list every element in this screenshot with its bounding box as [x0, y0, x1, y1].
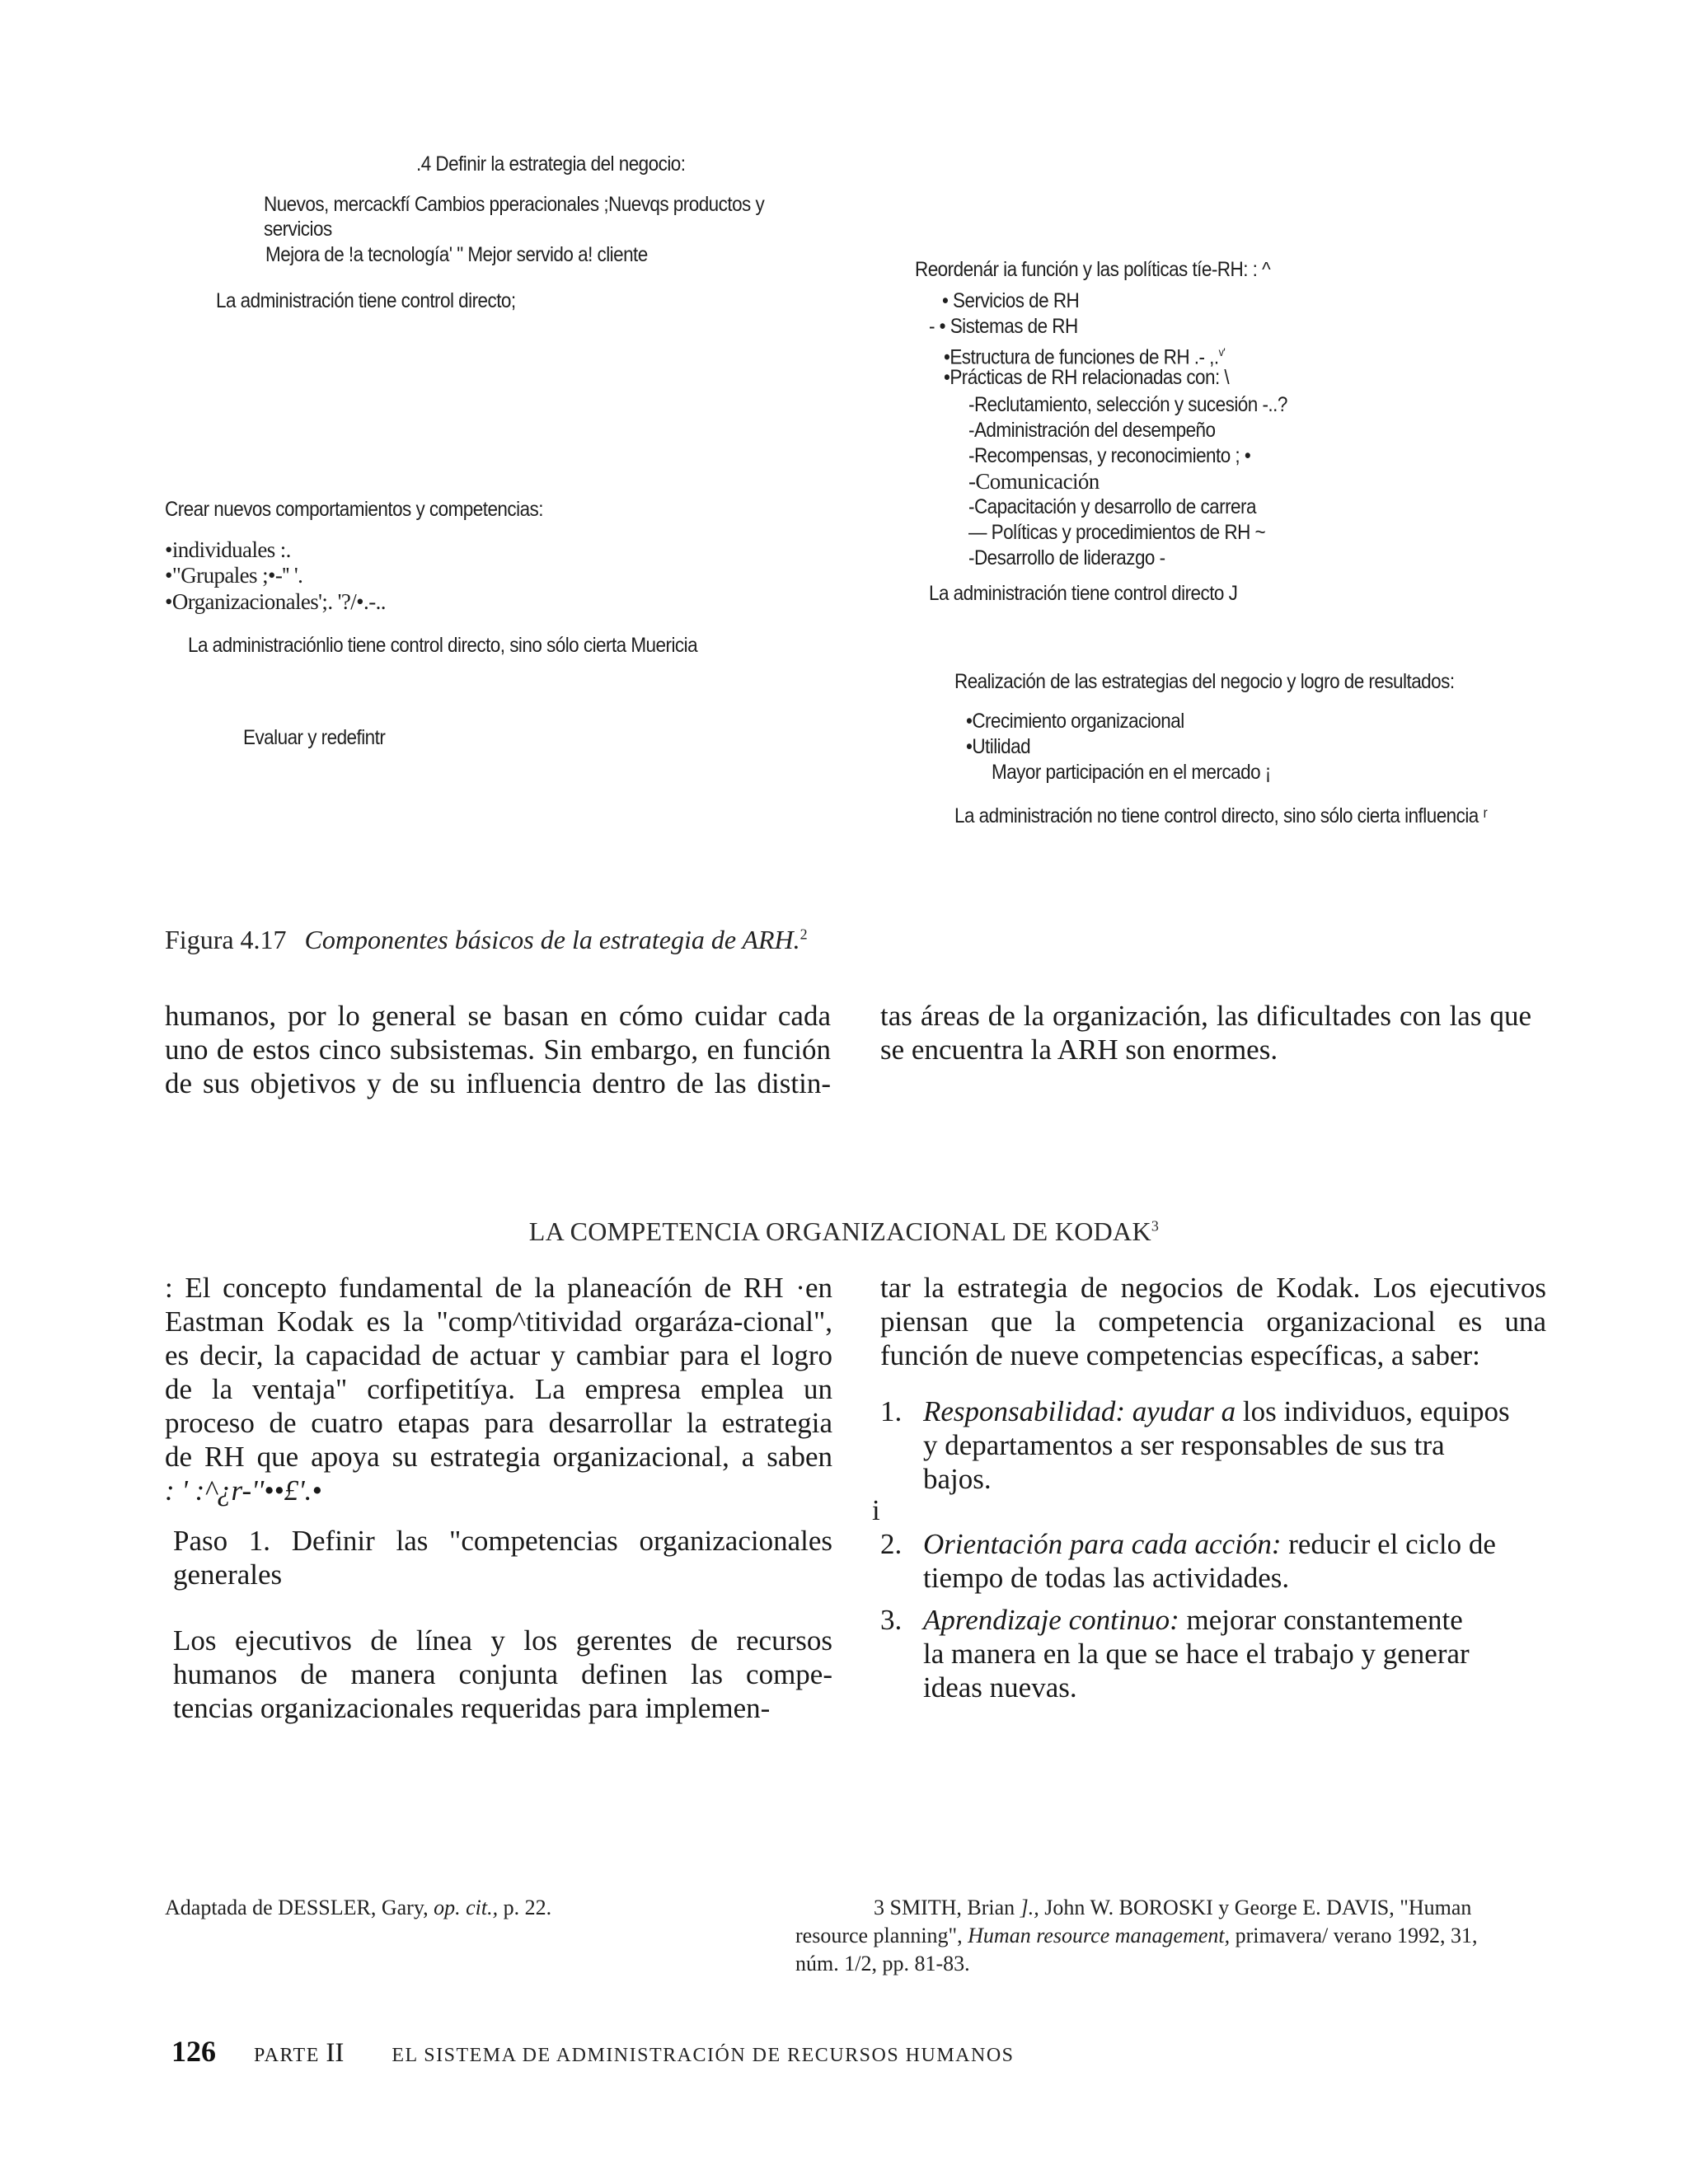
footnote-right-text: resource planning",	[795, 1924, 968, 1947]
create-item-organizacionales: •Organizacionales';. '?/•.-..	[165, 589, 386, 614]
box-line-noise: : ' :^¿r-''••£'.•	[165, 1474, 322, 1507]
footnote-right-italic: Human resource management,	[968, 1924, 1231, 1947]
part-label	[254, 2038, 345, 2068]
practice-comunicacion: -Comunicación	[968, 469, 1100, 494]
step1-para-line: tencias organizacionales requeridas para implemen-	[173, 1692, 771, 1724]
create-item-individuales: •individuales :.	[165, 537, 291, 562]
step1-line: Paso 1. Definir las "competencias organizacionales	[173, 1525, 832, 1557]
figure-caption-sup: 2	[799, 926, 808, 943]
figure-caption-label: Figura 4.17	[165, 925, 287, 954]
box-title-sup: 3	[1151, 1217, 1160, 1235]
item-term: Responsabilidad: ayudar a	[923, 1395, 1236, 1427]
step1-para-line: Los ejecutivos de línea y los gerentes de recursos	[173, 1624, 832, 1657]
footnote-right-italic: ].,	[1020, 1896, 1039, 1919]
competency-item-1	[880, 1394, 1510, 1496]
step1-line: generales	[173, 1558, 283, 1591]
competency-item-3	[880, 1603, 1490, 1704]
step1-heading	[173, 1524, 832, 1591]
box-line: es decir, la capacidad de actuar y cambiar para el logro	[165, 1339, 832, 1371]
step1-para-line: humanos de manera conjunta definen las compe-	[173, 1658, 832, 1690]
box-line: tar la estrategia de negocios de Kodak. Los ejecutivos	[880, 1272, 1546, 1304]
item-text: ideas nuevas.	[923, 1671, 1077, 1704]
body-text-right	[880, 999, 1531, 1066]
reorder-item-practicas: •Prácticas de RH relacionadas con: \	[944, 366, 1230, 389]
reorder-item-estructura-mark: v'	[1218, 345, 1226, 359]
step4-line3: Mejora de !a tecnología' " Mejor servido a! cliente	[265, 243, 648, 266]
box-line: de RH que apoya su estrategia organizacional, a saben	[165, 1441, 832, 1473]
reorder-control: La administración tiene control directo J	[929, 582, 1238, 605]
reorder-title: Reordenár ia función y las políticas tíe-RH: : ^	[915, 258, 1271, 281]
item-text: los individuos, equipos	[1236, 1395, 1510, 1427]
practice-capacitacion: -Capacitación y desarrollo de carrera	[968, 495, 1256, 518]
results-control: La administración no tiene control directo, sino sólo cierta influencia ʳ	[954, 804, 1488, 827]
body-text-left	[165, 999, 831, 1100]
box-line: proceso de cuatro etapas para desarrollar la estrategia	[165, 1407, 832, 1439]
practice-recompensas: -Recompensas, y reconocimiento ; •	[968, 444, 1251, 467]
create-title: Crear nuevos comportamientos y competencias:	[165, 498, 543, 521]
create-control: La administraciónlio tiene control directo, sino sólo cierta Muericia	[188, 634, 698, 657]
item-text: y departamentos a ser responsables de sus tra	[923, 1429, 1445, 1461]
box-line: función de nueve competencias específicas, a saber:	[880, 1339, 1480, 1371]
box-right-paragraph	[880, 1271, 1546, 1372]
item-number: 3.	[880, 1604, 903, 1636]
results-item-utilidad: •Utilidad	[966, 735, 1031, 758]
page-number: 126	[171, 2035, 216, 2068]
item-number: 2.	[880, 1528, 903, 1560]
body-line: tas áreas de la organización, las dificultades con las que	[880, 1000, 1531, 1032]
footnote-right-text: primavera/ verano 1992, 31,	[1230, 1924, 1478, 1947]
part-label-text: PARTE	[254, 2045, 320, 2066]
footnote-left	[165, 1894, 551, 1922]
body-line: humanos, por lo general se basan en cómo cuidar cada	[165, 1000, 831, 1032]
box-line: Eastman Kodak es la "comp^titividad orgaráza-cional",	[165, 1305, 832, 1338]
item-term: Aprendizaje continuo:	[923, 1604, 1179, 1636]
footnote-left-italic: op. cit.,	[434, 1896, 499, 1919]
footnote-right-text: núm. 1/2, pp. 81-83.	[795, 1952, 970, 1975]
step4-line2: servicios	[264, 218, 332, 241]
footnote-left-text: Adaptada de DESSLER, Gary,	[165, 1896, 434, 1919]
page-footer	[171, 2034, 1015, 2069]
step4-line1: Nuevos, mercackfí Cambios pperacionales ;Nuevqs productos y	[264, 193, 765, 216]
results-item-crecimiento: •Crecimiento organizacional	[966, 710, 1184, 733]
box-line: de la ventaja" corfipetitíya. La empresa emplea un	[165, 1373, 832, 1405]
practice-desempeno: -Administración del desempeño	[968, 419, 1216, 442]
body-line: uno de estos cinco subsistemas. Sin embargo, en función	[165, 1033, 831, 1066]
box-line: : El concepto fundamental de la planeacíón de RH ·en	[165, 1272, 832, 1304]
body-line: de sus objetivos y de su influencia dentro de las distin-	[165, 1067, 831, 1099]
figure-caption	[165, 925, 808, 955]
body-line: se encuentra la ARH son enormes.	[880, 1033, 1278, 1066]
footnote-right	[795, 1894, 1547, 1978]
item-text: mejorar constantemente	[1179, 1604, 1463, 1636]
box-title-text: LA COMPETENCIA ORGANIZACIONAL DE KODAK	[528, 1216, 1151, 1246]
item-text: tiempo de todas las actividades.	[923, 1562, 1290, 1594]
box-left-paragraph	[165, 1271, 832, 1507]
reorder-item-servicios: • Servicios de RH	[942, 289, 1080, 312]
competency-item-2	[880, 1527, 1496, 1595]
practice-liderazgo: -Desarrollo de liderazgo -	[968, 546, 1165, 569]
reorder-item-estructura-text: •Estructura de funciones de RH .- ,.	[944, 345, 1219, 369]
step1-paragraph	[173, 1624, 832, 1725]
running-title: EL SISTEMA DE ADMINISTRACIÓN DE RECURSOS HUMANOS	[392, 2045, 1015, 2066]
item-text: reducir el ciclo de	[1281, 1528, 1496, 1560]
results-item-mercado: Mayor participación en el mercado ¡	[992, 761, 1271, 784]
item-text: la manera en la que se hace el trabajo y generar	[923, 1638, 1470, 1670]
part-number: II	[326, 2038, 345, 2068]
step4-control: La administración tiene control directo;	[216, 289, 516, 312]
step4-title: .4 Definir la estrategia del negocio:	[416, 152, 686, 176]
figure-caption-title: Componentes básicos de la estrategia de ARH.	[304, 925, 800, 954]
item-term: Orientación para cada acción:	[923, 1528, 1282, 1560]
practice-reclutamiento: -Reclutamiento, selección y sucesión -..?	[968, 393, 1287, 416]
item-number: 1.	[880, 1395, 903, 1427]
create-item-grupales: •"Grupales ;•-'' '.	[165, 563, 303, 588]
stray-mark: i	[872, 1494, 880, 1526]
footnote-left-text-end: p. 22.	[498, 1896, 552, 1919]
box-title	[0, 1216, 1688, 1247]
item-text: bajos.	[923, 1463, 992, 1495]
practice-politicas: — Políticas y procedimientos de RH ~	[968, 521, 1266, 544]
box-line: piensan que la competencia organizacional es una	[880, 1305, 1546, 1338]
evaluate-redefine: Evaluar y redefintr	[243, 726, 386, 749]
footnote-right-text: 3 SMITH, Brian	[874, 1896, 1020, 1919]
reorder-item-sistemas: - • Sistemas de RH	[929, 315, 1078, 338]
results-title: Realización de las estrategias del negocio y logro de resultados:	[954, 670, 1455, 693]
footnote-right-text: John W. BOROSKI y George E. DAVIS, "Human	[1039, 1896, 1472, 1919]
